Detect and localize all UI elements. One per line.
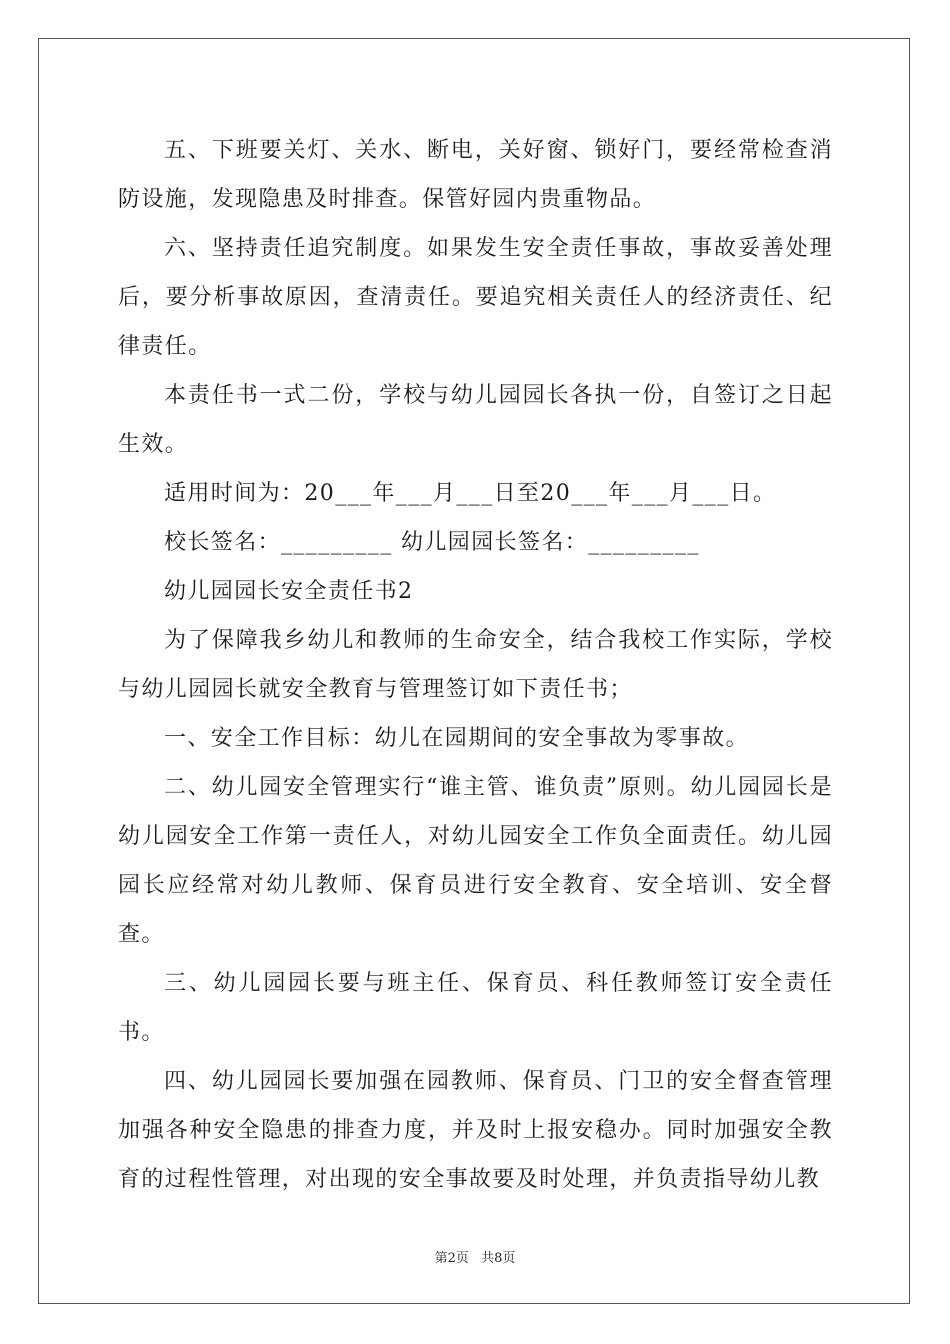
page-number: 第2页: [434, 1251, 469, 1266]
paragraph-1: 五、下班要关灯、关水、断电，关好窗、锁好门，要经常检查消防设施，发现隐患及时排查。保管好园内贵重物品。: [118, 138, 833, 212]
paragraph-11: 四、幼儿园园长要加强在园教师、保育员、门卫的安全督查管理加强各种安全隐患的排查力度，并及时上报安稳办。同时加强安全教育的过程性管理，对出现的安全事故要及时处理，并负责指导幼儿教: [118, 1069, 833, 1192]
paragraph-signatures: 校长签名：_________ 幼儿园园长签名：_________: [164, 530, 700, 555]
page-footer: [0, 1247, 950, 1266]
paragraph-2: 六、坚持责任追究制度。如果发生安全责任事故，事故妥善处理后，要分析事故原因，查清责任。要追究相关责任人的经济责任、纪律责任。: [118, 236, 833, 359]
paragraph-7: 为了保障我乡幼儿和教师的生命安全，结合我校工作实际，学校与幼儿园园长就安全教育与管理签订如下责任书；: [118, 628, 833, 702]
paragraph-10: 三、幼儿园园长要与班主任、保育员、科任教师签订安全责任书。: [118, 971, 833, 1045]
document-body: [118, 126, 833, 1204]
paragraph-4: 适用时间为：20___年___月___日至20___年___月___日。: [164, 481, 777, 506]
paragraph-3: 本责任书一式二份，学校与幼儿园园长各执一份，自签订之日起生效。: [118, 383, 833, 457]
section-heading: 幼儿园园长安全责任书2: [164, 579, 414, 604]
paragraph-8: 一、安全工作目标：幼儿在园期间的安全事故为零事故。: [164, 726, 750, 751]
page-total: 共8页: [481, 1251, 516, 1266]
paragraph-9: 二、幼儿园安全管理实行“谁主管、谁负责”原则。幼儿园园长是幼儿园安全工作第一责任人，对幼儿园安全工作负全面责任。幼儿园园长应经常对幼儿教师、保育员进行安全教育、安全培训、安全督查。: [118, 775, 833, 947]
